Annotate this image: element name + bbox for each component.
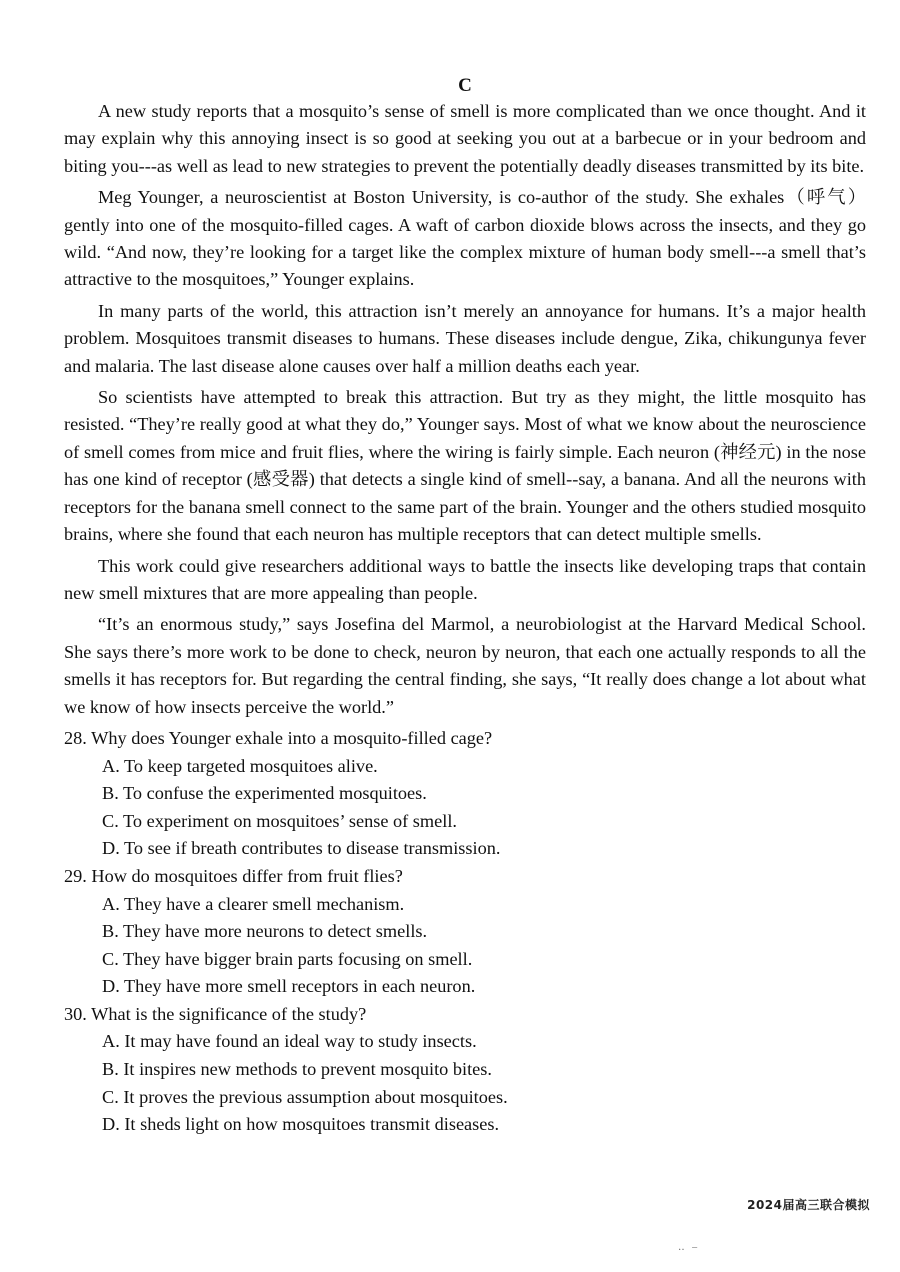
question-list <box>64 725 866 1139</box>
question-stem: 29. How do mosquitoes differ from fruit flies? <box>64 865 403 886</box>
option-b: B. To confuse the experimented mosquitoes. <box>102 783 427 804</box>
option-a: A. To keep targeted mosquitoes alive. <box>102 755 378 776</box>
option-d: D. They have more smell receptors in each neuron. <box>102 976 476 997</box>
passage-paragraph-6: “It’s an enormous study,” says Josefina del Marmol, a neurobiologist at the Harvard Medical School. She says there’s more work to be done to check, neuron by neuron, that each one actually responds to all the smells it has receptors for. But regarding the central finding, she says, “It really does change a lot about what we know of how insects perceive the world.” <box>64 614 866 717</box>
scan-marks: ‥ ‒ <box>678 1242 698 1253</box>
option-b: B. It inspires new methods to prevent mosquito bites. <box>102 1059 492 1080</box>
option-b: B. They have more neurons to detect smells. <box>102 921 428 942</box>
option-c: C. To experiment on mosquitoes’ sense of smell. <box>102 810 457 831</box>
exam-page <box>64 76 866 1139</box>
passage-paragraph-1: A new study reports that a mosquito’s sense of smell is more complicated than we once thought. And it may explain why this annoying insect is so good at seeking you out at a barbecue or in your bedroom and biting you---as well as lead to new strategies to prevent the potentially deadly diseases transmitted by its bite. <box>64 101 866 176</box>
exam-footer: 2024届高三联合模拟 <box>747 1198 870 1212</box>
question-stem: 28. Why does Younger exhale into a mosquito-filled cage? <box>64 727 493 748</box>
passage-paragraph-5: This work could give researchers additional ways to battle the insects like developing traps that contain new smell mixtures that are more appealing than people. <box>64 555 866 603</box>
question-29 <box>64 863 866 1001</box>
option-d: D. It sheds light on how mosquitoes transmit diseases. <box>102 1114 500 1135</box>
passage-paragraph-2: Meg Younger, a neuroscientist at Boston University, is co-author of the study. She exhales（呼气）gently into one of the mosquito-filled cages. A waft of carbon dioxide blows across the insects, and they go wild. “And now, they’re looking for a target like the complex mixture of human body smell---a smell that’s attractive to the mosquitoes,” Younger explains. <box>64 187 866 290</box>
passage-paragraph-3: In many parts of the world, this attraction isn’t merely an annoyance for humans. It’s a major health problem. Mosquitoes transmit diseases to humans. These diseases include dengue, Zika, chikungunya fever and malaria. The last disease alone causes over half a million deaths each year. <box>64 300 866 376</box>
question-30 <box>64 1001 866 1139</box>
reading-passage <box>64 98 866 721</box>
passage-paragraph-4: So scientists have attempted to break this attraction. But try as they might, the little mosquito has resisted. “They’re really good at what they do,” Younger says. Most of what we know about the neuroscience of smell comes from mice and fruit flies, where the wiring is fairly simple. Each neuron (神经元) in the nose has one kind of receptor (感受器) that detects a single kind of smell--say, a banana. And all the neurons with receptors for the banana smell connect to the same part of the brain. Younger and the others studied mosquito brains, where she found that each neuron has multiple receptors that can detect multiple smells. <box>64 387 866 545</box>
option-a: A. They have a clearer smell mechanism. <box>102 893 405 914</box>
section-letter: C <box>458 75 472 96</box>
option-a: A. It may have found an ideal way to study insects. <box>102 1031 477 1052</box>
question-28 <box>64 725 866 863</box>
option-c: C. They have bigger brain parts focusing on smell. <box>102 948 473 969</box>
option-d: D. To see if breath contributes to disease transmission. <box>102 838 501 859</box>
question-stem: 30. What is the significance of the study? <box>64 1003 367 1024</box>
option-c: C. It proves the previous assumption about mosquitoes. <box>102 1086 508 1107</box>
